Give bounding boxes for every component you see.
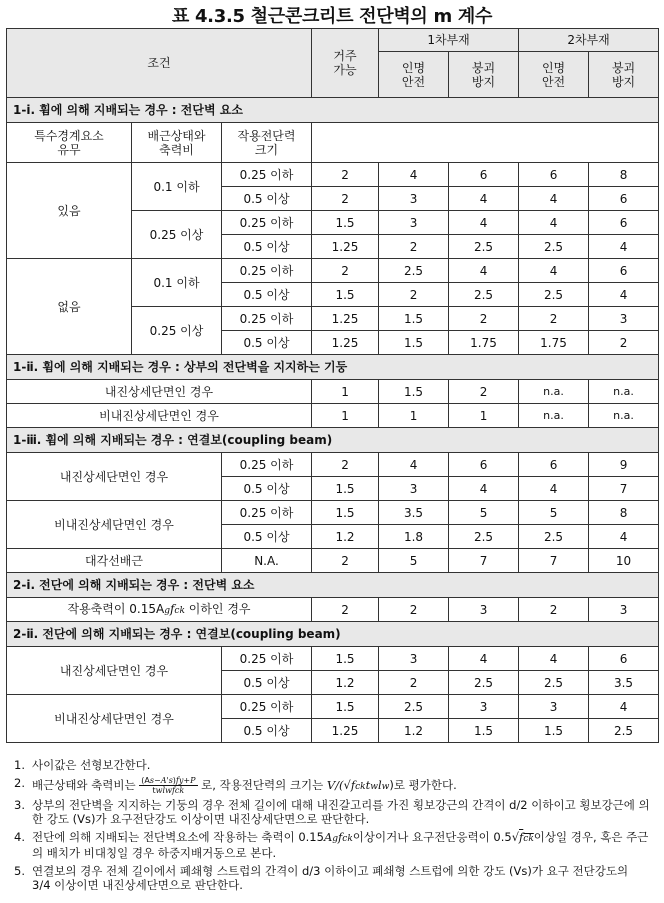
cell: 4: [449, 259, 519, 283]
cell: 1: [449, 404, 519, 428]
cell: 3: [379, 477, 449, 501]
cell: 2: [589, 331, 659, 355]
subheader-boundary: 특수경계요소 유무: [7, 123, 132, 163]
cell: 2: [312, 453, 379, 477]
cell: 1.25: [312, 307, 379, 331]
cell: 2.5: [449, 235, 519, 259]
cell: 9: [589, 453, 659, 477]
cell: 2.5: [449, 671, 519, 695]
footnotes: [14, 758, 650, 896]
subheader-blank: [312, 123, 659, 163]
cell: 2: [312, 187, 379, 211]
cell: 4: [519, 259, 589, 283]
label-seismic: 내진상세단면인 경우: [7, 453, 222, 501]
cell: 6: [449, 163, 519, 187]
cell: 3: [519, 695, 589, 719]
label-ge05: 0.5 이상: [222, 331, 312, 355]
cell: 4: [519, 477, 589, 501]
cell: 1.2: [379, 719, 449, 743]
table-title: 표 4.3.5 철근콘크리트 전단벽의 m 계수: [171, 6, 493, 27]
label-le025: 0.25 이하: [222, 259, 312, 283]
cell: 1.25: [312, 235, 379, 259]
cell: 1.5: [449, 719, 519, 743]
cell: 4: [589, 283, 659, 307]
cell: 7: [449, 549, 519, 573]
header-primary-ls: 인명 안전: [379, 52, 449, 98]
cell: 10: [589, 549, 659, 573]
cell: 8: [589, 163, 659, 187]
section-1ii: 1-ⅱ. 휨에 의해 지배되는 경우 : 상부의 전단벽을 지지하는 기둥: [7, 355, 659, 380]
cell: 6: [589, 187, 659, 211]
label-le01: 0.1 이하: [132, 259, 222, 307]
label-le025: 0.25 이하: [222, 211, 312, 235]
cell: 1.5: [312, 695, 379, 719]
cell: 2.5: [519, 671, 589, 695]
header-primary-cp: 붕괴 방지: [449, 52, 519, 98]
cell: 6: [519, 163, 589, 187]
label-ge05: 0.5 이상: [222, 719, 312, 743]
cell: N.A.: [222, 549, 312, 573]
cell: 3: [379, 211, 449, 235]
cell: 4: [379, 453, 449, 477]
cell: 4: [449, 477, 519, 501]
cell: 2: [379, 283, 449, 307]
cell: 2: [312, 163, 379, 187]
cell: 6: [449, 453, 519, 477]
label-le01: 0.1 이하: [132, 163, 222, 211]
cell: 2.5: [449, 525, 519, 549]
cell: 3.5: [589, 671, 659, 695]
label-le025: 0.25 이하: [222, 695, 312, 719]
footnote-3: 3. 상부의 전단벽을 지지하는 기둥의 경우 전체 길이에 대해 내진갈고리를 가진 횡보강근의 간격이 d/2 이하이고 횡보강근에 의한 강도 (Vs)가 요구전단강도 이상이면 내진상세단면으로 판단한다.: [14, 797, 650, 826]
subheader-rebar: 배근상태와 축력비: [132, 123, 222, 163]
cell: 2: [379, 671, 449, 695]
cell: 1.5: [312, 283, 379, 307]
section-1iii: 1-ⅲ. 휨에 의해 지배되는 경우 : 연결보(coupling beam): [7, 428, 659, 453]
cell: 3.5: [379, 501, 449, 525]
header-secondary-cp: 붕괴 방지: [589, 52, 659, 98]
label-le025: 0.25 이하: [222, 163, 312, 187]
label-ge05: 0.5 이상: [222, 525, 312, 549]
section-2ii: 2-ⅱ. 전단에 의해 지배되는 경우 : 연결보(coupling beam): [7, 622, 659, 647]
m-factor-table: [6, 28, 659, 743]
cell: 5: [519, 501, 589, 525]
cell: 7: [589, 477, 659, 501]
label-diagonal: 대각선배근: [7, 549, 222, 573]
cell: 1.25: [312, 719, 379, 743]
label-seismic: 내진상세단면인 경우: [7, 380, 312, 404]
cell: 4: [589, 695, 659, 719]
cell: 4: [449, 211, 519, 235]
label-yes: 있음: [7, 163, 132, 259]
label-le025: 0.25 이하: [222, 647, 312, 671]
cell: 1.5: [519, 719, 589, 743]
cell: 3: [589, 307, 659, 331]
cell: 4: [589, 235, 659, 259]
section-1i: 1-ⅰ. 휨에 의해 지배되는 경우 : 전단벽 요소: [7, 98, 659, 123]
cell: 2.5: [379, 695, 449, 719]
subheader-shear: 작용전단력 크기: [222, 123, 312, 163]
label-seismic: 내진상세단면인 경우: [7, 647, 222, 695]
label-ge05: 0.5 이상: [222, 671, 312, 695]
cell: 1.8: [379, 525, 449, 549]
cell: 5: [449, 501, 519, 525]
header-condition: 조건: [7, 29, 312, 98]
header-residence: 거주 가능: [312, 29, 379, 98]
cell: 1.75: [449, 331, 519, 355]
cell: 3: [379, 187, 449, 211]
cell: 1.5: [312, 211, 379, 235]
cell: 2: [379, 598, 449, 622]
cell: n.a.: [519, 404, 589, 428]
cell: 1.75: [519, 331, 589, 355]
cell: 2.5: [519, 283, 589, 307]
section-2i: 2-ⅰ. 전단에 의해 지배되는 경우 : 전단벽 요소: [7, 573, 659, 598]
label-nonseismic: 비내진상세단면인 경우: [7, 695, 222, 743]
footnote-2: 2. 배근상태와 축력비는 (As−A's)fy+P twlwfck 로, 작용전단력의 크기는 V/(√fcktwlw)로 평가한다.: [14, 775, 457, 795]
cell: 2: [312, 259, 379, 283]
cell: 1.2: [312, 671, 379, 695]
cell: 6: [519, 453, 589, 477]
cell: 6: [589, 211, 659, 235]
header-primary: 1차부재: [379, 29, 519, 52]
cell: n.a.: [589, 380, 659, 404]
cell: 2.5: [589, 719, 659, 743]
cell: 1: [312, 380, 379, 404]
cell: 1.25: [312, 331, 379, 355]
label-ge05: 0.5 이상: [222, 477, 312, 501]
cell: 3: [589, 598, 659, 622]
cell: 2: [519, 307, 589, 331]
label-le025: 0.25 이하: [222, 453, 312, 477]
label-ge025: 0.25 이상: [132, 307, 222, 355]
label-le025: 0.25 이하: [222, 307, 312, 331]
cell: 5: [379, 549, 449, 573]
cell: 3: [379, 647, 449, 671]
cell: 1.5: [312, 647, 379, 671]
cell: 2: [449, 307, 519, 331]
cell: 1.2: [312, 525, 379, 549]
label-ge05: 0.5 이상: [222, 283, 312, 307]
label-nonseismic: 비내진상세단면인 경우: [7, 404, 312, 428]
label-ge025: 0.25 이상: [132, 211, 222, 259]
cell: 4: [449, 187, 519, 211]
axial-ratio-formula: (As−A's)fy+P twlwfck: [141, 775, 196, 795]
footnote-5: 5. 연결보의 경우 전체 길이에서 폐쇄형 스트럽의 간격이 d/3 이하이고 폐쇄형 스트럽에 의한 강도 (Vs)가 요구 전단강도의 3/4 이상이면 내진상세단면으로 판단한다.: [14, 863, 629, 892]
cell: 2.5: [449, 283, 519, 307]
label-nonseismic: 비내진상세단면인 경우: [7, 501, 222, 549]
cell: 1.5: [312, 477, 379, 501]
footnote-4: 4. 전단에 의해 지배되는 전단벽요소에 작용하는 축력이 0.15Agfck이상이거나 요구전단응력이 $0.5√f\overline{ck}$이상일 경우, 혹은 주근의 배치가 비대칭일 경우 하중지배거동으로 본다.: [14, 829, 649, 860]
cell: 4: [519, 211, 589, 235]
cell: 2.5: [379, 259, 449, 283]
cell: 3: [449, 598, 519, 622]
cell: 2.5: [519, 525, 589, 549]
cell: 6: [589, 647, 659, 671]
label-ge05: 0.5 이상: [222, 235, 312, 259]
cell: 2: [449, 380, 519, 404]
cell: 4: [379, 163, 449, 187]
cell: n.a.: [589, 404, 659, 428]
cell: 2.5: [519, 235, 589, 259]
cell: 3: [449, 695, 519, 719]
cell: 4: [449, 647, 519, 671]
cell: 7: [519, 549, 589, 573]
cell: 1.5: [379, 331, 449, 355]
cell: 1.5: [312, 501, 379, 525]
label-no: 없음: [7, 259, 132, 355]
header-secondary: 2차부재: [519, 29, 659, 52]
header-secondary-ls: 인명 안전: [519, 52, 589, 98]
cell: 1: [312, 404, 379, 428]
footnote-1: 1. 사이값은 선형보간한다.: [14, 758, 151, 772]
cell: 4: [519, 647, 589, 671]
cell: 2: [379, 235, 449, 259]
cell: 4: [589, 525, 659, 549]
label-le025: 0.25 이하: [222, 501, 312, 525]
cell: 8: [589, 501, 659, 525]
cell: 1: [379, 404, 449, 428]
label-axial: 작용축력이 0.15Agfck 이하인 경우: [7, 598, 312, 622]
cell: 4: [519, 187, 589, 211]
cell: 1.5: [379, 380, 449, 404]
cell: 6: [589, 259, 659, 283]
cell: 2: [312, 598, 379, 622]
cell: 2: [519, 598, 589, 622]
label-ge05: 0.5 이상: [222, 187, 312, 211]
cell: 1.5: [379, 307, 449, 331]
cell: 2: [312, 549, 379, 573]
cell: n.a.: [519, 380, 589, 404]
